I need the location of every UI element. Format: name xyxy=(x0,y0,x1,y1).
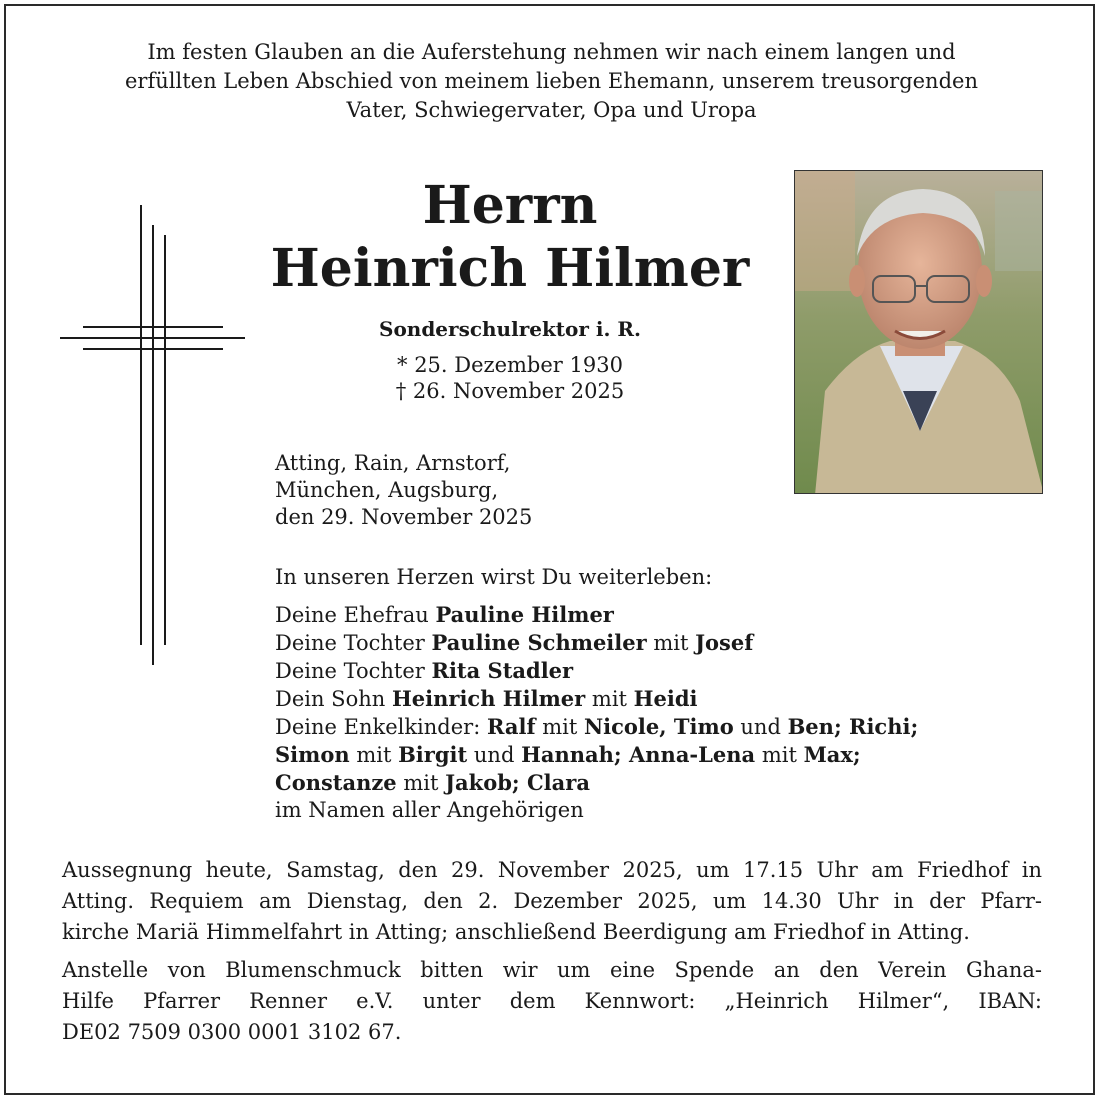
name: Birgit xyxy=(398,742,468,767)
mourner-grandchildren-3 xyxy=(275,769,1035,797)
name: Rita Stadler xyxy=(431,658,574,683)
name: Heinrich Hilmer xyxy=(391,686,586,711)
name: Hannah; Anna-Lena xyxy=(521,742,756,767)
label: mit xyxy=(396,771,446,795)
place-line: den 29. November 2025 xyxy=(275,505,533,529)
place-line: Atting, Rain, Arnstorf, xyxy=(275,451,511,475)
mourner-daughter-1 xyxy=(275,629,1035,657)
name-block xyxy=(250,176,770,404)
name: Josef xyxy=(695,630,754,655)
name: Heidi xyxy=(633,686,698,711)
mourner-grandchildren-2 xyxy=(275,741,1035,769)
name: Constanze xyxy=(275,770,397,795)
funeral-info-line: Atting. Requiem am Dienstag, den 2. Dezember 2025, um 14.30 Uhr in der Pfarr- xyxy=(62,889,1042,913)
mourner-wife xyxy=(275,601,1035,629)
label: Deine Tochter xyxy=(275,631,432,655)
name: Jakob; Clara xyxy=(445,770,590,795)
label: mit xyxy=(349,743,399,767)
label: Dein Sohn xyxy=(275,687,392,711)
label: Deine Tochter xyxy=(275,659,432,683)
motto: In unseren Herzen wirst Du weiterleben: xyxy=(275,565,713,589)
label: und xyxy=(733,715,788,739)
mourner-daughter-2 xyxy=(275,657,1035,685)
death-date: † 26. November 2025 xyxy=(395,379,625,403)
portrait-image xyxy=(795,171,1043,494)
donation-info xyxy=(62,955,1042,1048)
label: Deine Ehefrau xyxy=(275,603,436,627)
intro-line: Im festen Glauben an die Auferstehung nehmen wir nach einem langen und xyxy=(147,40,956,64)
donation-info-line: DE02 7509 0300 0001 3102 67. xyxy=(62,1020,402,1044)
name: Ralf xyxy=(486,714,536,739)
label: mit xyxy=(755,743,804,767)
deceased-name: Heinrich Hilmer xyxy=(270,238,750,299)
donation-info-line: Hilfe Pfarrer Renner e.V. unter dem Kennwort: „Heinrich Hilmer“, IBAN: xyxy=(62,989,1042,1013)
intro-line: erfüllten Leben Abschied von meinem lieben Ehemann, unserem treusorgenden xyxy=(125,69,978,93)
label: und xyxy=(467,743,522,767)
closing-line: im Namen aller Angehörigen xyxy=(275,798,584,822)
portrait-photo xyxy=(794,170,1043,494)
funeral-info-line: Aussegnung heute, Samstag, den 29. November 2025, um 17.15 Uhr am Friedhof in xyxy=(62,858,1042,882)
intro-line: Vater, Schwiegervater, Opa und Uropa xyxy=(346,98,757,122)
birth-date: * 25. Dezember 1930 xyxy=(397,353,623,377)
name: Pauline Schmeiler xyxy=(431,630,647,655)
name: Pauline Hilmer xyxy=(435,602,614,627)
label: mit xyxy=(535,715,584,739)
name: Ben; Richi; xyxy=(787,714,919,739)
label: mit xyxy=(585,687,634,711)
mourner-son xyxy=(275,685,1035,713)
name: Nicole, Timo xyxy=(583,714,734,739)
donation-info-line: Anstelle von Blumenschmuck bitten wir um eine Spende an den Verein Ghana- xyxy=(62,958,1042,982)
intro-text xyxy=(40,38,1063,125)
name: Max; xyxy=(803,742,861,767)
salutation: Herrn xyxy=(422,175,598,236)
funeral-info xyxy=(62,855,1042,948)
place-line: München, Augsburg, xyxy=(275,478,499,502)
name: Simon xyxy=(275,742,350,767)
label: Deine Enkelkinder: xyxy=(275,715,487,739)
cross-icon xyxy=(55,205,250,670)
mourner-grandchildren-1 xyxy=(275,713,1035,741)
label: mit xyxy=(646,631,696,655)
body-text xyxy=(275,450,1035,824)
deceased-title: Sonderschulrektor i. R. xyxy=(379,317,641,341)
funeral-info-line: kirche Mariä Himmelfahrt in Atting; anschließend Beerdigung am Friedhof in Atting. xyxy=(62,920,970,944)
